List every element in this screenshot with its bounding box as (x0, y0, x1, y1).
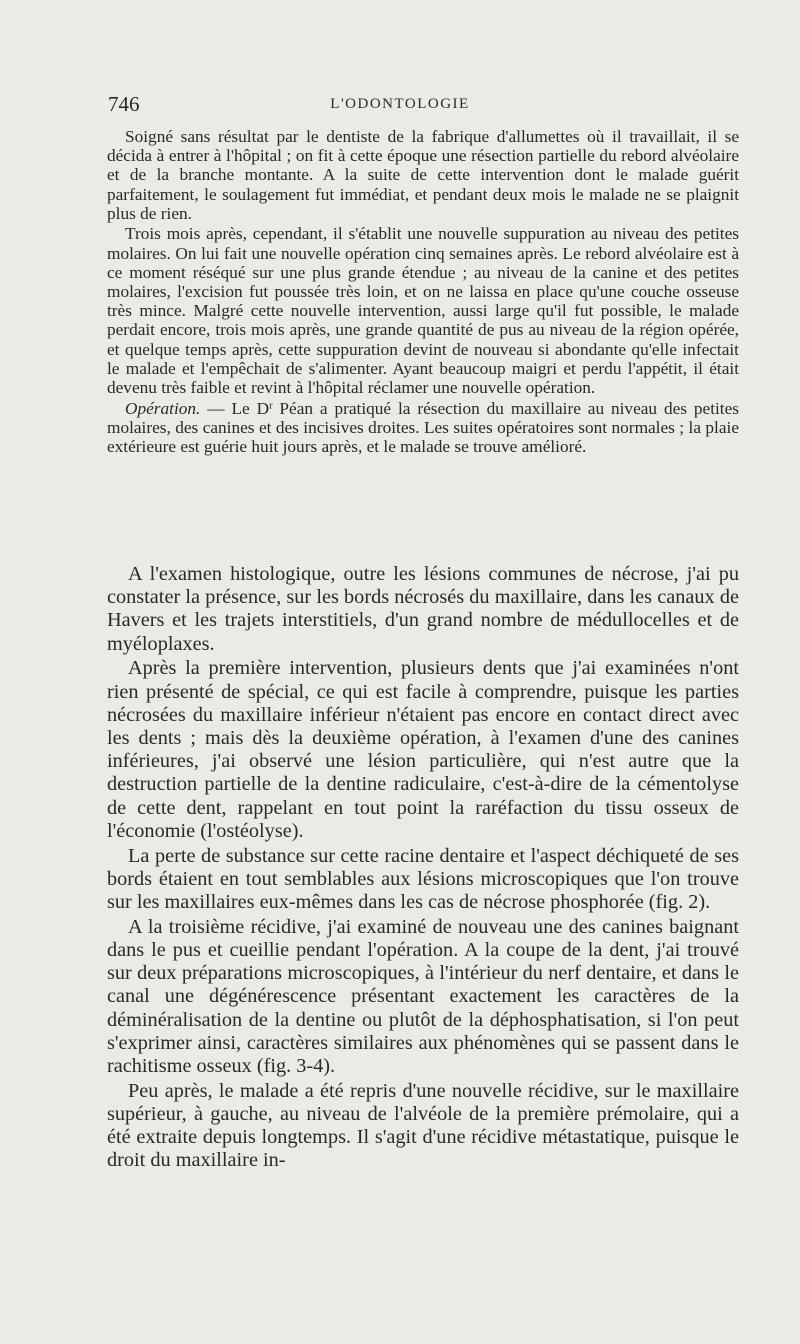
operation-text-after: Péan a pratiqué la résection du maxillaire au niveau des petites molaires, des canines et des incisives droites. Les suites opératoires sont normales ; la plaie extérieure est guérie huit jours après, et le malade se trouve amélioré. (107, 398, 739, 457)
operation-text-before: — Le D (200, 398, 270, 418)
page-number: 746 (108, 92, 140, 116)
case-paragraph-3 (107, 399, 739, 457)
running-title: L'ODONTOLOGIE (330, 96, 470, 112)
body-paragraph-5: Peu après, le malade a été repris d'une nouvelle récidive, sur le maxillaire supérieur, à gauche, au niveau de l'alvéole de la première prémolaire, qui a été extraite depuis longtemps. Il s'agit d'une récidive métastatique, puisque le droit du maxillaire in- (107, 1079, 739, 1172)
doctor-abbrev-sup: r (269, 399, 273, 411)
case-history-section (107, 127, 739, 458)
main-text-section (107, 563, 739, 1174)
body-paragraph-3: La perte de substance sur cette racine dentaire et l'aspect déchiqueté de ses bords étaient en tout semblables aux lésions microscopiques que l'on trouve sur les maxillaires eux-mêmes dans les cas de nécrose phosphorée (fig. 2). (107, 844, 739, 914)
case-paragraph-2: Trois mois après, cependant, il s'établit une nouvelle suppuration au niveau des petites molaires. On lui fait une nouvelle opération cinq semaines après. Le rebord alvéolaire est à ce moment réséqué sur une plus grande étendue ; au niveau de la canine et des petites molaires, l'excision fut poussée très loin, et on ne laissa en place qu'une couche osseuse très mince. Malgré cette nouvelle intervention, aussi large qu'il fut possible, le malade perdait encore, trois mois après, une grande quantité de pus au niveau de la région opérée, et quelque temps après, cette suppuration devint de nouveau si abondante qu'elle infectait le malade et l'empêchait de s'alimenter. Ayant beaucoup maigri et perdu l'appétit, il était devenu très faible et revint à l'hôpital réclamer une nouvelle opération. (107, 224, 739, 398)
body-paragraph-2: Après la première intervention, plusieurs dents que j'ai examinées n'ont rien présenté de spécial, ce qui est facile à comprendre, puisque les parties nécrosées du maxillaire inférieur n'étaient pas encore en contact direct avec les dents ; mais dès la deuxième opération, à l'examen d'une des canines inférieures, j'ai observé une lésion particulière, qui n'est autre que la destruction partielle de la dentine radiculaire, c'est-à-dire de la cémentolyse de cette dent, rappelant en tout point la raréfaction du tissu osseux de l'économie (l'ostéolyse). (107, 657, 739, 842)
case-paragraph-1: Soigné sans résultat par le dentiste de la fabrique d'allumettes où il travaillait, il se décida à entrer à l'hôpital ; on fit à cette époque une résection partielle du rebord alvéolaire et de la branche montante. A la suite de cette intervention dont le malade guérit parfaitement, le soulagement fut immédiat, et pendant deux mois le malade ne se plaignit plus de rien. (107, 127, 739, 223)
body-paragraph-1: A l'examen histologique, outre les lésions communes de nécrose, j'ai pu constater la présence, sur les bords nécrosés du maxillaire, dans les canaux de Havers et les trajets interstitiels, d'un grand nombre de médullocelles et de myéloplaxes. (107, 563, 739, 655)
body-paragraph-4: A la troisième récidive, j'ai examiné de nouveau une des canines baignant dans le pus et cueillie pendant l'opération. A la coupe de la dent, j'ai trouvé sur deux préparations microscopiques, à l'intérieur du nerf dentaire, et dans le canal une dégénérescence présentant exactement les caractères de la déminéralisation de la dentine ou plutôt de la déphosphatisation, si l'on peut s'exprimer ainsi, caractères similaires aux phénomènes qui se passent dans le rachitisme osseux (fig. 3-4). (107, 915, 739, 1078)
operation-label: Opération. (125, 398, 201, 418)
